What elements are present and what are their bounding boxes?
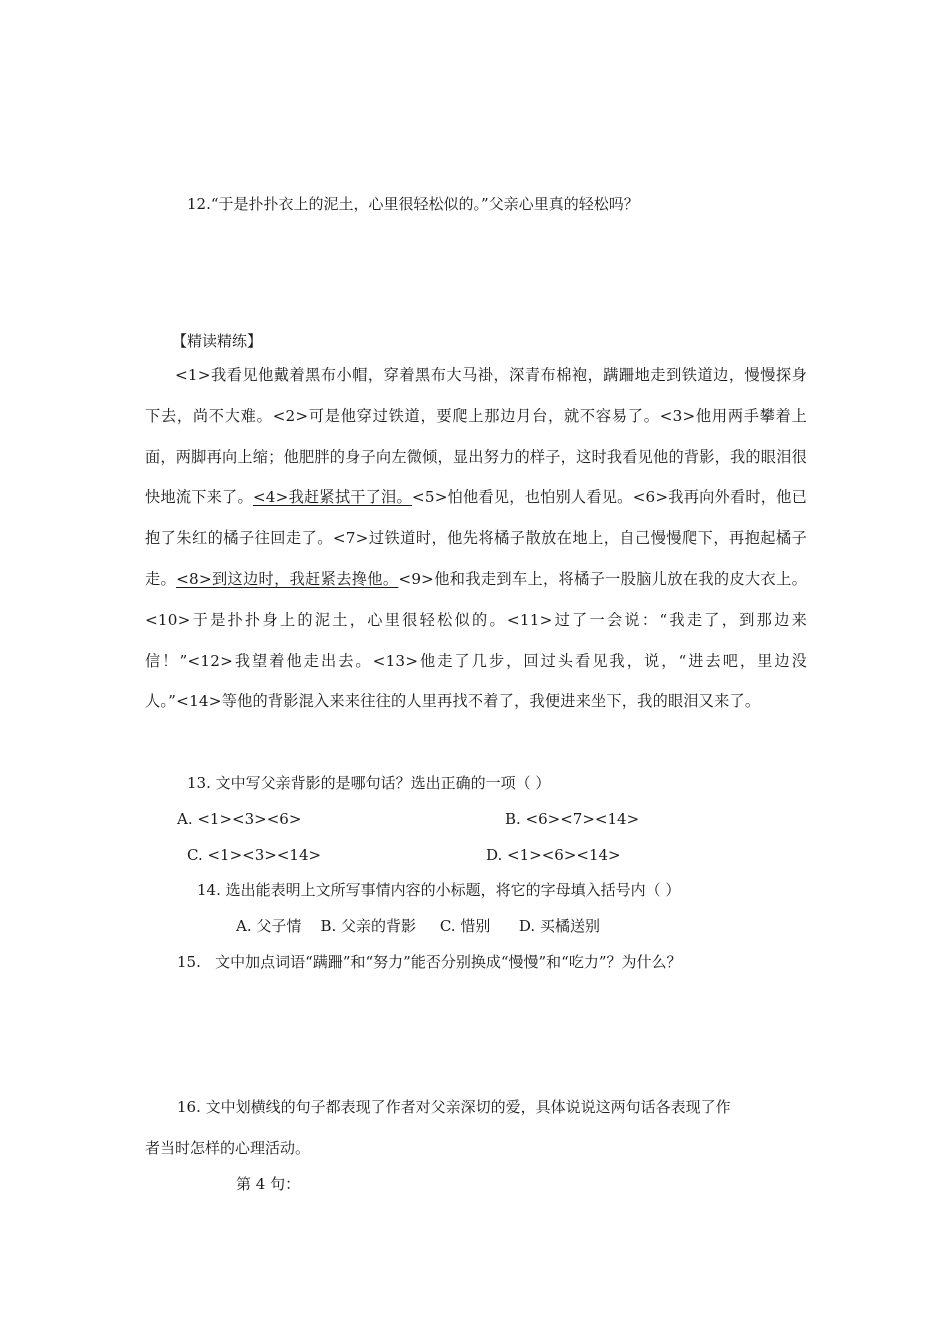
passage-segment: <9>他和我走到车上，将橘子一股脑儿放在我的皮大衣上。<10>于是扑扑身上的泥土，心里很轻松似的。<11>过了一会说：“我走了，到那边来信！”<12>我望着他走出去。<13>他走了几步，回过头看见我，说，“进去吧，里边没人。”<14>等他的背影混入来来往往的人里再找不着了，我便进来坐下，我的眼泪又来了。 <box>145 569 807 711</box>
underlined-sentence: <8>到这边时，我赶紧去搀他。 <box>176 569 399 588</box>
question-12: 12.“于是扑扑衣上的泥土，心里很轻松似的。”父亲心里真的轻松吗？ <box>187 195 639 213</box>
question-15: 15. 文中加点词语“蹒跚”和“努力”能否分别换成“慢慢”和“吃力”？为什么？ <box>177 953 682 971</box>
question-14-stem: 14. 选出能表明上文所写事情内容的小标题，将它的字母填入括号内（ ） <box>197 881 681 899</box>
question-13-option-a: A. <1><3><6> <box>177 810 302 828</box>
question-14-options: A. 父子情 B. 父亲的背影 C. 惜别 D. 买橘送别 <box>236 917 600 935</box>
question-13-option-b: B. <6><7><14> <box>505 810 640 828</box>
section-title: 【精读精练】 <box>172 332 263 350</box>
question-13-option-c: C. <1><3><14> <box>187 846 322 864</box>
passage-segment: <5>怕他看见，也怕别人看见。<6>我再向外看时，他已抱了朱红的橘子往回走了。<7>过铁道时，他先将橘子散放在地上，自己慢慢爬下，再抱起橘子走。 <box>145 488 807 588</box>
question-13-option-d: D. <1><6><14> <box>486 846 621 864</box>
question-16-line2: 者当时怎样的心理活动。 <box>145 1139 311 1157</box>
question-16-line1: 16. 文中划横线的句子都表现了作者对父亲深切的爱，具体说说这两句话各表现了作 <box>177 1098 731 1116</box>
question-13-stem: 13. 文中写父亲背影的是哪句话？选出正确的一项（ ） <box>187 774 551 792</box>
reading-passage <box>145 355 807 722</box>
question-16-sub-4: 第 4 句： <box>236 1175 301 1193</box>
underlined-sentence: <4>我赶紧拭干了泪。 <box>252 488 412 507</box>
passage-segment: <1>我看见他戴着黑布小帽，穿着黑布大马褂，深青布棉袍，蹒跚地走到铁道边，慢慢探身下去，尚不大难。<2>可是他穿过铁道，要爬上那边月台，就不容易了。<3>他用两手攀着上面，两脚再向上缩；他肥胖的身子向左微倾，显出努力的样子，这时我看见他的背影，我的眼泪很快地流下来了。 <box>145 366 807 507</box>
